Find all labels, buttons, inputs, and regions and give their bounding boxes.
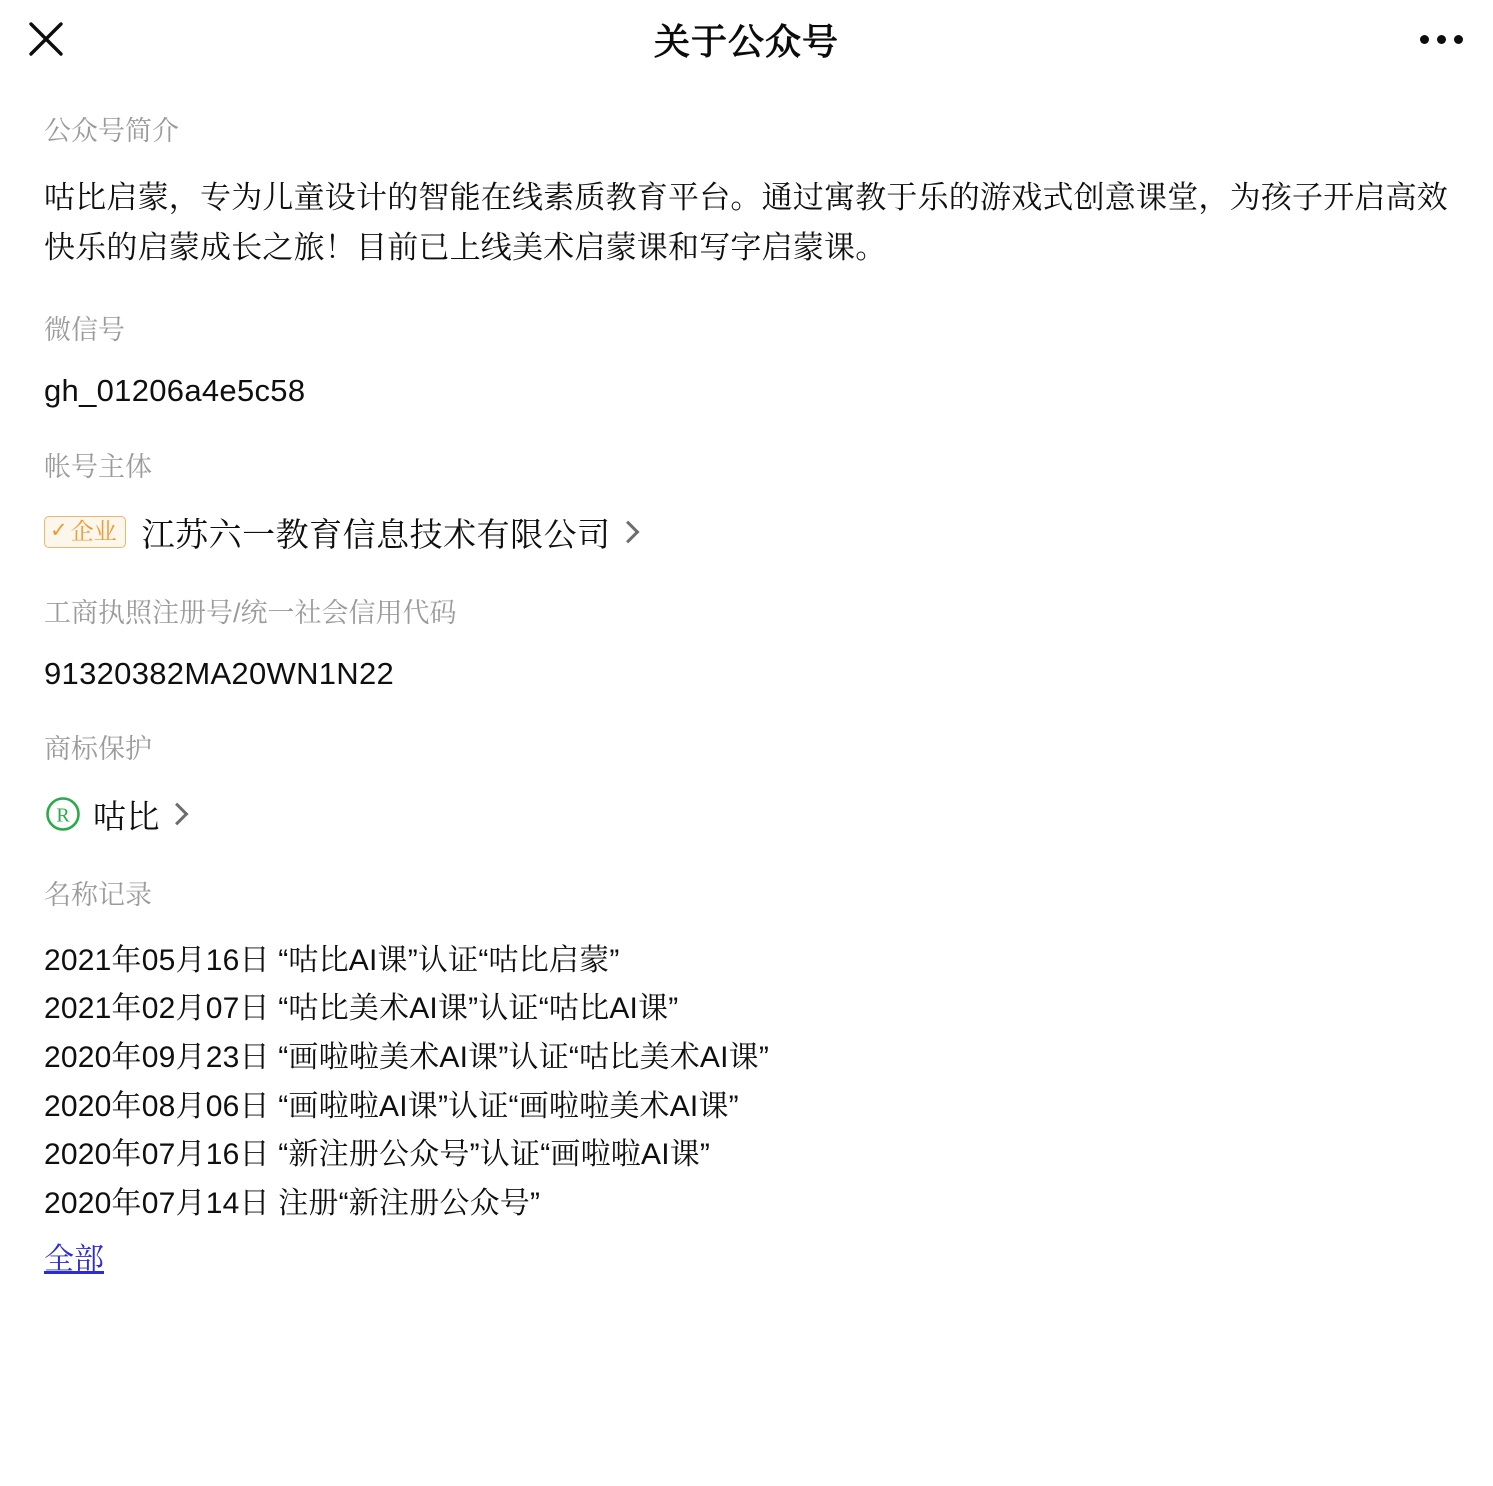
intro-label: 公众号简介	[44, 116, 179, 146]
about-content	[0, 118, 1493, 1278]
list-item: 2020年08月06日 “画啦啦AI课”认证“画啦啦美术AI课”	[44, 1089, 739, 1123]
check-icon: ✓	[50, 519, 68, 543]
list-item: 2021年05月16日 “咕比AI课”认证“咕比启蒙”	[44, 943, 620, 977]
section-wechat-id	[44, 317, 1449, 409]
license-value: 91320382MA20WN1N22	[44, 655, 395, 691]
more-options-icon[interactable]	[1415, 15, 1467, 63]
list-item: 2020年09月23日 “画啦啦美术AI课”认证“咕比美术AI课”	[44, 1041, 770, 1074]
more-dot	[1454, 35, 1463, 44]
close-icon[interactable]	[22, 15, 70, 63]
account-entity-name: 江苏六一教育信息技术有限公司	[141, 515, 611, 553]
account-entity-label: 帐号主体	[44, 451, 152, 482]
registered-trademark-icon	[44, 795, 82, 833]
view-all-link[interactable]: 全部	[44, 1243, 104, 1277]
section-intro	[44, 118, 1449, 273]
page-title: 关于公众号	[653, 20, 839, 62]
section-license	[44, 597, 1449, 692]
more-dot	[1437, 35, 1446, 44]
enterprise-badge-label: 企业	[70, 518, 117, 545]
trademark-label: 商标保护	[44, 733, 152, 764]
list-item: 2020年07月14日 注册“新注册公众号”	[44, 1186, 541, 1220]
list-item: 2021年02月07日 “咕比美术AI课”认证“咕比AI课”	[44, 992, 679, 1026]
section-trademark	[44, 733, 1449, 838]
svg-text:R: R	[56, 804, 70, 827]
wechat-id-value: gh_01206a4e5c58	[44, 373, 306, 409]
page-header	[0, 0, 1493, 78]
section-name-records	[44, 879, 1449, 1279]
more-dot	[1420, 35, 1429, 44]
trademark-name: 咕比	[93, 797, 160, 835]
wechat-id-label: 微信号	[44, 315, 125, 346]
chevron-right-icon	[616, 521, 639, 544]
enterprise-badge	[44, 516, 126, 548]
list-item: 2020年07月16日 “新注册公众号”认证“画啦啦AI课”	[44, 1138, 711, 1172]
license-label: 工商执照注册号/统一社会信用代码	[44, 597, 457, 628]
name-records-list	[44, 937, 1449, 1279]
section-account-entity	[44, 451, 1449, 556]
chevron-right-icon	[166, 803, 189, 826]
trademark-row[interactable]	[44, 791, 1449, 838]
intro-text: 咕比启蒙，专为儿童设计的智能在线素质教育平台。通过寓教于乐的游戏式创意课堂，为孩子开启高效快乐的启蒙成长之旅！目前已上线美术启蒙课和写字启蒙课。	[44, 180, 1448, 266]
name-records-label: 名称记录	[44, 879, 152, 910]
account-entity-row[interactable]	[44, 509, 1449, 556]
